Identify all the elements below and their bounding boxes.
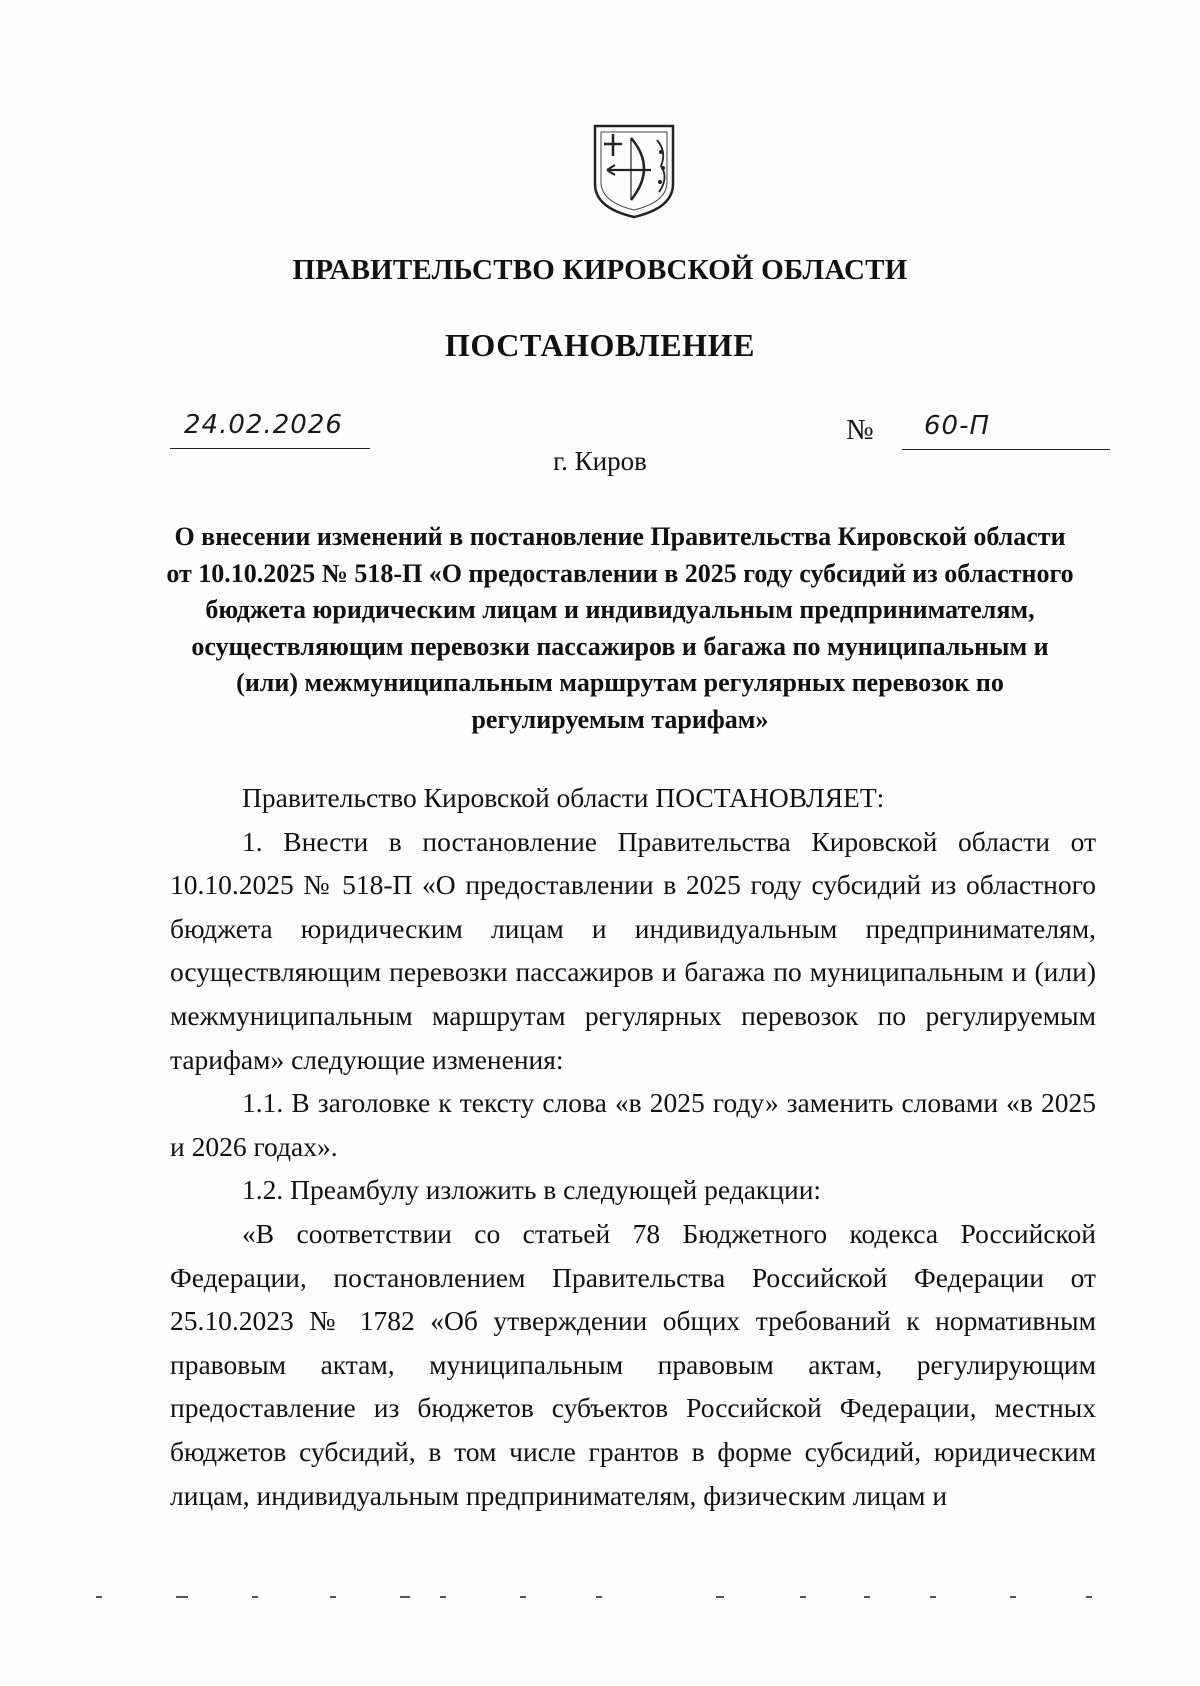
number-field [846, 410, 1110, 450]
city-label: г. Киров [553, 446, 647, 476]
document-date: 24.02.2026 [184, 410, 343, 440]
body-paragraph-1: 1. Внести в постановление Правительства Кировской области от 10.10.2025 № 518-П «О предоставлении в 2025 году субсидий из областного бюджета юридическим лицам и индивидуальным предпринимателям, осуществляющим перевозки пассажиров и багажа по муниципальным и (или) межмуниципальным маршрутам регулярных перевозок по регулируемым тарифам» следующие изменения: [170, 825, 1096, 1075]
body-paragraph-1-2: 1.2. Преамбулу изложить в следующей редакции: [242, 1174, 822, 1206]
date-field [170, 408, 370, 449]
document-subject: О внесении изменений в постановление Правительства Кировской области от 10.10.2025 № 518-П «О предоставлении в 2025 году субсидий из областного бюджета юридическим лицам и индивидуальным предпринимателям, осуществляющим перевозки пассажиров и багажа по муниципальным и (или) межмуниципальным маршрутам регулярных перевозок по регулируемым тарифам» [166, 522, 1074, 734]
organization-title: ПРАВИТЕЛЬСТВО КИРОВСКОЙ ОБЛАСТИ [292, 254, 908, 286]
body-paragraph-1-1: 1.1. В заголовке к тексту слова «в 2025 году» заменить словами «в 2025 и 2026 годах». [170, 1087, 1096, 1162]
number-underline [902, 411, 1110, 450]
document-body [170, 776, 1096, 1517]
body-paragraph-preamble: «В соответствии со статьей 78 Бюджетного кодекса Российской Федерации, постановлением Правительства Российской Федерации от 25.10.2023 № 1782 «Об утверждении общих требований к нормативным правовым актам, муниципальным правовым актам, регулирующим предоставление из бюджетов субъектов Российской Федерации, местных бюджетов субсидий, в том числе грантов в форме субсидий, юридическим лицам, индивидуальным предпринимателям, физическим лицам и [170, 1217, 1096, 1511]
body-paragraph-resolves: Правительство Кировской области ПОСТАНОВЛЯЕТ: [242, 782, 885, 813]
document-number: 60-П [924, 411, 991, 441]
document-type-title: ПОСТАНОВЛЕНИЕ [444, 327, 756, 363]
coat-of-arms-icon [591, 122, 677, 220]
number-sign: № [846, 414, 874, 446]
